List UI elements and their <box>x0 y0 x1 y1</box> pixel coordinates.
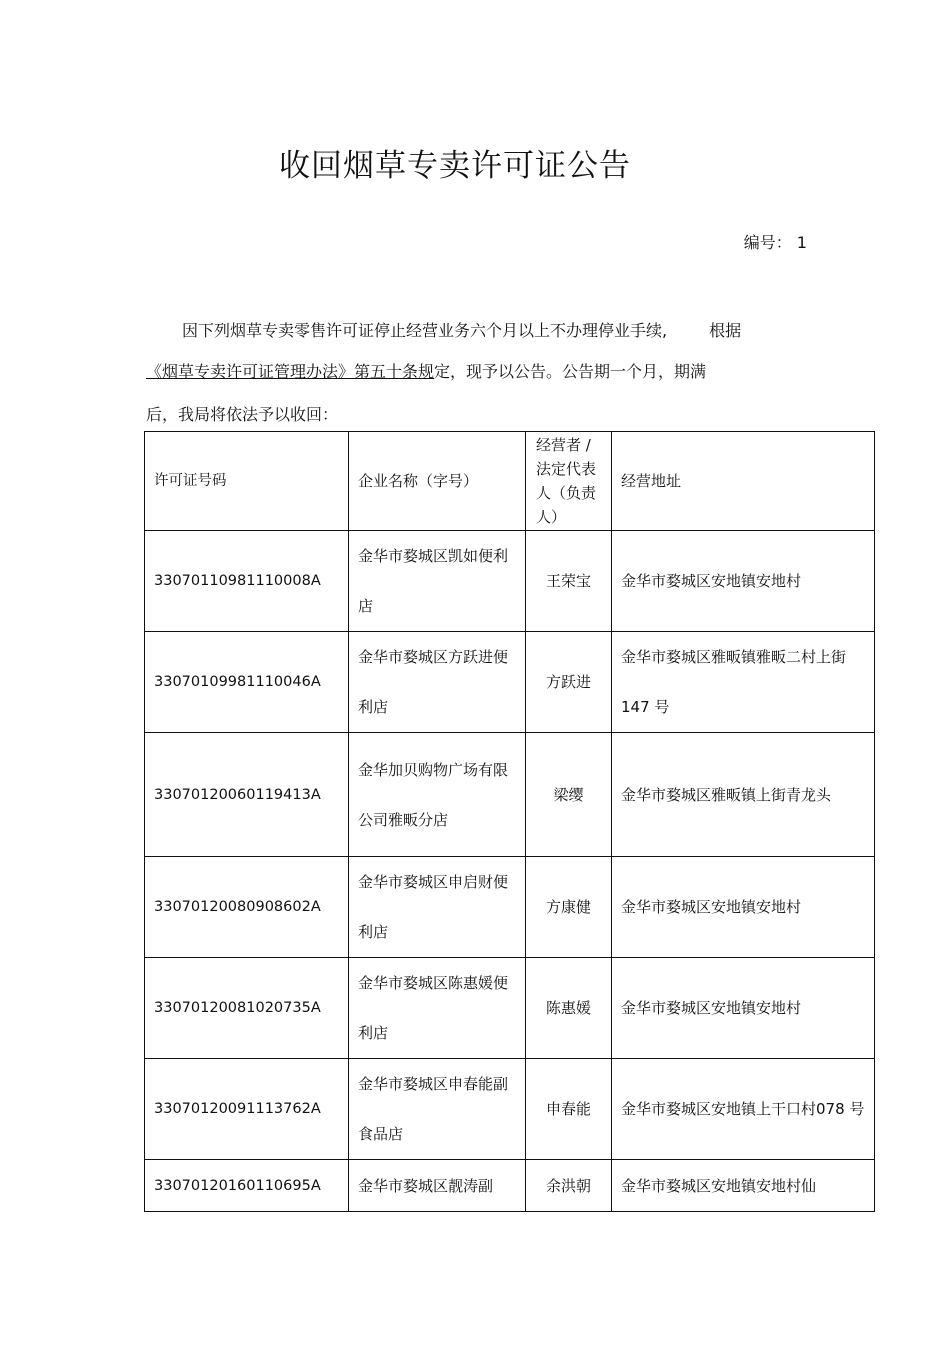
table-row <box>145 1160 875 1212</box>
address-cell: 金华市婺城区安地镇安地村 <box>612 857 875 958</box>
address-cell: 金华市婺城区安地镇安地村 <box>612 958 875 1059</box>
table-row <box>145 733 875 857</box>
law-reference: 《烟草专卖许可证管理办法》第五十条规 <box>146 362 435 381</box>
header-address: 经营地址 <box>612 432 875 531</box>
business-name-cell: 金华市婺城区方跃进便利店 <box>349 632 526 733</box>
header-license-number: 许可证号码 <box>145 432 349 531</box>
business-name-cell: 金华市婺城区申启财便利店 <box>349 857 526 958</box>
table-row <box>145 1059 875 1160</box>
business-name-cell: 金华市婺城区凯如便利店 <box>349 531 526 632</box>
business-name-cell: 金华加贝购物广场有限公司雅畈分店 <box>349 733 526 857</box>
address-cell: 金华市婺城区安地镇安地村 <box>612 531 875 632</box>
license-number-cell: 33070110981110008A <box>145 531 349 632</box>
table-header-row <box>145 432 875 531</box>
page-title: 收回烟草专卖许可证公告 <box>279 148 631 184</box>
license-number-cell: 33070120080908602A <box>145 857 349 958</box>
license-number-cell: 33070120160110695A <box>145 1160 349 1212</box>
business-name-cell: 金华市婺城区靓涛副 <box>349 1160 526 1212</box>
document-number: 编号： 1 <box>743 233 807 252</box>
license-table <box>144 431 875 1212</box>
intro-line-1 <box>146 321 808 341</box>
header-representative: 经营者 / 法定代表人（负责人） <box>526 432 612 531</box>
address-cell: 金华市婺城区雅畈镇雅畈二村上街 147 号 <box>612 632 875 733</box>
representative-cell: 梁缨 <box>526 733 612 857</box>
intro-line-2-text: 定，现予以公告。公告期一个月，期满 <box>434 362 707 381</box>
license-number-cell: 33070109981110046A <box>145 632 349 733</box>
representative-cell: 方康健 <box>526 857 612 958</box>
business-name-cell: 金华市婺城区陈惠媛便利店 <box>349 958 526 1059</box>
address-cell: 金华市婺城区安地镇上干口村078 号 <box>612 1059 875 1160</box>
table-row <box>145 958 875 1059</box>
representative-cell: 余洪朝 <box>526 1160 612 1212</box>
representative-cell: 方跃进 <box>526 632 612 733</box>
representative-cell: 陈惠媛 <box>526 958 612 1059</box>
license-number-cell: 33070120091113762A <box>145 1059 349 1160</box>
representative-cell: 王荣宝 <box>526 531 612 632</box>
intro-line-1-tail: 根据 <box>709 321 742 340</box>
table-row <box>145 632 875 733</box>
representative-cell: 申春能 <box>526 1059 612 1160</box>
business-name-cell: 金华市婺城区申春能副食品店 <box>349 1059 526 1160</box>
intro-line-1-text: 因下列烟草专卖零售许可证停止经营业务六个月以上不办理停业手续, <box>182 321 668 340</box>
table-row <box>145 531 875 632</box>
license-number-cell: 33070120060119413A <box>145 733 349 857</box>
intro-line-3: 后，我局将依法予以收回： <box>146 405 339 424</box>
license-number-cell: 33070120081020735A <box>145 958 349 1059</box>
intro-line-2 <box>146 362 808 382</box>
header-business-name: 企业名称（字号） <box>349 432 526 531</box>
address-cell: 金华市婺城区安地镇安地村仙 <box>612 1160 875 1212</box>
table-row <box>145 857 875 958</box>
address-cell: 金华市婺城区雅畈镇上街青龙头 <box>612 733 875 857</box>
